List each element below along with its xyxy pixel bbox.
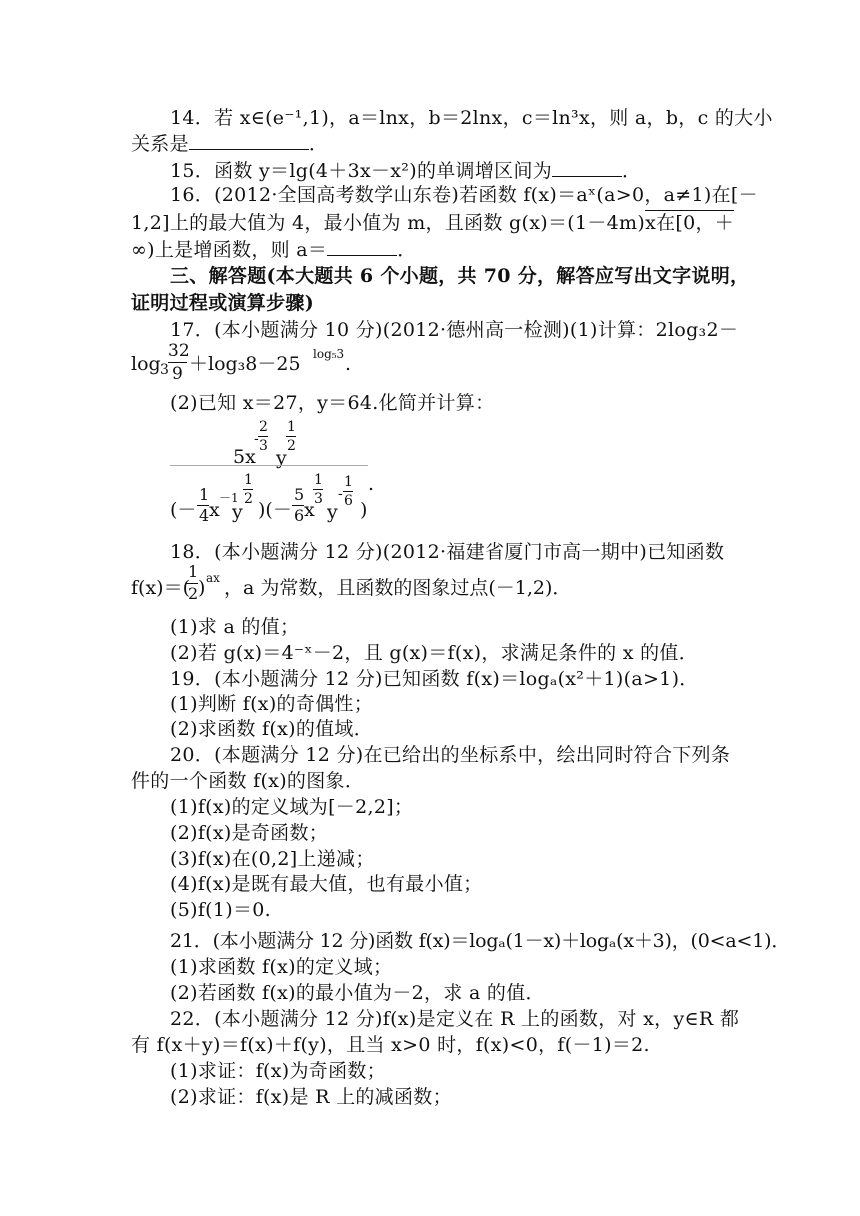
den-e3minus: -	[338, 486, 343, 502]
q18-fx: f(x)＝(	[131, 577, 190, 599]
section-heading-line1: 三、解答题(本大题共 6 个小题，共 70 分，解答应写出文字说明，	[170, 265, 750, 287]
sqrt-symbol	[645, 210, 734, 235]
q18-half-num: 1	[188, 562, 199, 581]
den-y: y	[232, 501, 243, 523]
q16-line2	[131, 210, 734, 235]
q21-p1: (1)求函数 f(x)的定义域；	[170, 956, 393, 978]
den-6: 6	[294, 506, 305, 525]
exp-den-3: 3	[259, 438, 268, 454]
q17-sup: log₅3	[313, 347, 345, 361]
numerator-y: y	[276, 447, 287, 469]
q19-p1: (1)判断 f(x)的奇偶性；	[170, 693, 374, 715]
q19-p2: (2)求函数 f(x)的值域．	[170, 718, 374, 740]
q17-num-32: 32	[168, 341, 190, 361]
q17-period: .	[345, 353, 352, 375]
exp-bar	[243, 489, 253, 490]
q20-p5: (5)f(1)＝0.	[170, 899, 271, 921]
exp-num-2: 2	[259, 419, 268, 435]
answer-blank-16	[327, 237, 397, 256]
q14-line2	[131, 131, 328, 156]
q18-half-den: 2	[188, 584, 199, 603]
q22-p2: (2)求证：f(x)是 R 上的减函数；	[170, 1086, 452, 1108]
exp-bar	[313, 489, 323, 490]
den-1: 1	[199, 485, 210, 504]
exp-bar	[258, 436, 268, 437]
den-e2n: 1	[314, 472, 323, 488]
q20-p1: (1)f(x)的定义域为[－2,2]；	[170, 796, 414, 818]
q17-den-9: 9	[172, 364, 183, 384]
q15-text: 15．函数 y＝lg(4＋3x－x²)的单调增区间为	[170, 160, 553, 182]
q17-part2: (2)已知 x＝27，y＝64.化简并计算：	[170, 392, 495, 414]
q16-line2-a: 1,2]上的最大值为 4，最小值为 m，且函数 g(x)＝(1－4m)	[131, 212, 646, 234]
q15-line	[170, 158, 641, 183]
q17-rest: ＋log₃8－25	[189, 353, 301, 375]
q18-close: )	[198, 577, 206, 599]
q16-line3-a: ∞)上是增函数，则 a＝	[131, 239, 328, 261]
den-4: 4	[199, 506, 210, 525]
q20-p2: (2)f(x)是奇函数；	[170, 822, 329, 844]
den-x: x	[209, 499, 220, 521]
q18-line2-end: ，a 为常数，且函数的图象过点(－1,2)．	[224, 577, 572, 599]
q21-line1: 21．(本小题满分 12 分)函数 f(x)＝logₐ(1－x)＋logₐ(x＋3)，(0<a<1)．	[170, 930, 791, 952]
section-heading-line2: 证明过程或演算步骤)	[131, 292, 314, 314]
expr-dot: .	[368, 473, 375, 495]
answer-blank-14	[189, 131, 309, 150]
q14-line1: 14．若 x∈(e⁻¹,1)，a＝lnx，b＝2lnx，c＝ln³x，则 a，b，c 的大小	[170, 107, 773, 129]
q22-p1: (1)求证：f(x)为奇函数；	[170, 1060, 386, 1082]
q17-log-base: 3	[160, 362, 169, 378]
q21-p2: (2)若函数 f(x)的最小值为－2，求 a 的值．	[170, 982, 545, 1004]
q20-p4: (4)f(x)是既有最大值，也有最小值；	[170, 873, 483, 895]
den-xsup: －1	[219, 491, 239, 505]
den-e1d: 2	[244, 491, 253, 507]
exp-minus: -	[254, 431, 259, 447]
main-fraction-bar	[170, 465, 368, 466]
q17-log: log	[131, 353, 161, 375]
den-e3d: 6	[344, 493, 353, 509]
exp-den-2: 2	[287, 438, 296, 454]
exp-num-1: 1	[287, 419, 296, 435]
q14-prefix: 关系是	[131, 133, 189, 155]
q16-line1: 16．(2012·全国高考数学山东卷)若函数 f(x)＝aˣ(a>0，a≠1)在[－	[170, 184, 758, 206]
q18-p2: (2)若 g(x)＝4⁻ˣ－2，且 g(x)＝f(x)，求满足条件的 x 的值．	[170, 642, 699, 664]
den-e3n: 1	[344, 474, 353, 490]
den-close: )	[360, 499, 368, 521]
den-e1n: 1	[244, 472, 253, 488]
answer-blank-15	[552, 158, 622, 177]
q20-line2: 件的一个函数 f(x)的图象．	[131, 770, 365, 792]
q22-line2: 有 f(x＋y)＝f(x)＋f(y)，且当 x>0 时，f(x)<0，f(－1)＝2.	[131, 1034, 650, 1056]
exp-bar	[286, 436, 296, 437]
den-y2: y	[327, 501, 338, 523]
q17-line1: 17．(本小题满分 10 分)(2012·德州高一检测)(1)计算：2log₃2－	[170, 319, 739, 341]
q16-line3	[131, 237, 417, 262]
q15-end: ．	[622, 160, 642, 182]
numerator-5x: 5x	[233, 446, 256, 468]
den-e2d: 3	[314, 491, 323, 507]
q18-ax: ax	[206, 571, 220, 585]
q14-end: ．	[308, 133, 329, 155]
q20-line1: 20．(本题满分 12 分)在已给出的坐标系中，绘出同时符合下列条	[170, 744, 731, 766]
q20-p3: (3)f(x)在(0,2]上递减；	[170, 848, 375, 870]
q19-line1: 19．(本小题满分 12 分)已知函数 f(x)＝logₐ(x²＋1)(a>1)．	[170, 668, 699, 690]
q18-p1: (1)求 a 的值；	[170, 616, 300, 638]
q16-end: ．	[397, 239, 417, 261]
den-x2: x	[304, 499, 315, 521]
exp-bar	[343, 491, 353, 492]
den-mid: )(－	[258, 499, 292, 521]
den-5: 5	[294, 485, 305, 504]
q18-line1: 18．(本小题满分 12 分)(2012·福建省厦门市高一期中)已知函数	[170, 541, 725, 563]
den-open: (－	[170, 499, 197, 521]
q16-line2-b: x在[0，＋	[645, 212, 735, 234]
q22-line1: 22．(本小题满分 12 分)f(x)是定义在 R 上的函数，对 x，y∈R 都	[170, 1008, 740, 1030]
